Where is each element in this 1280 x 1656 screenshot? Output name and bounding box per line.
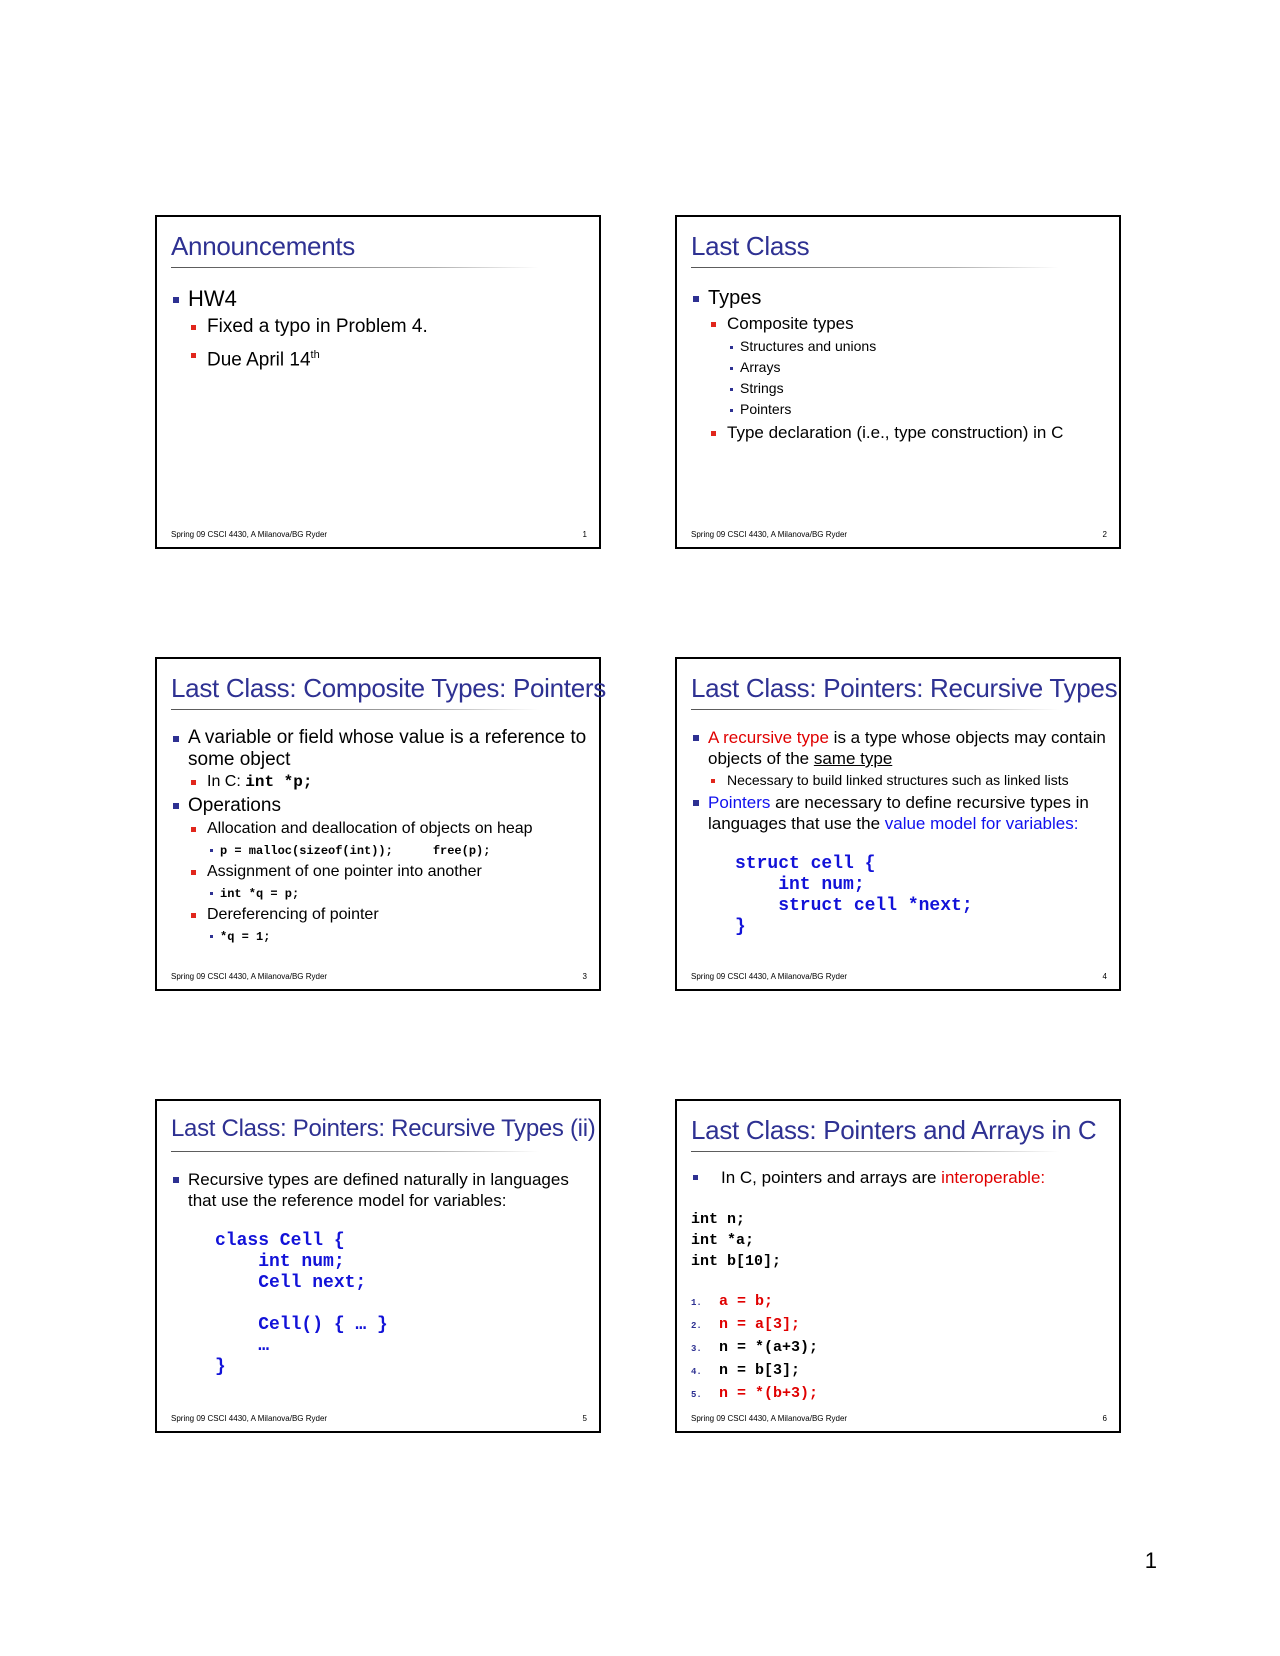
slide-footer: Spring 09 CSCI 4430, A Milanova/BG Ryder 4 (691, 972, 1107, 981)
code-line: struct cell { (735, 854, 876, 874)
slide-title: Last Class: Pointers: Recursive Types (ii) (171, 1115, 596, 1142)
slide-2 (675, 215, 1121, 549)
code-line: int num; (215, 1252, 345, 1272)
slide-number: 1 (582, 530, 587, 539)
square-bullet-icon (210, 849, 213, 852)
slide-title: Last Class: Pointers: Recursive Types (691, 673, 1118, 703)
slide-number: 4 (1102, 972, 1107, 981)
bullet-item: In C: int *p; (189, 771, 587, 793)
square-bullet-icon (173, 736, 179, 742)
code-item: *q = 1; (209, 926, 587, 947)
slide-footer: Spring 09 CSCI 4430, A Milanova/BG Ryder 5 (171, 1414, 587, 1423)
square-bullet-icon (173, 297, 179, 303)
bullet-item: Dereferencing of pointer (189, 904, 587, 926)
slide-number: 6 (1102, 1414, 1107, 1423)
slide-4 (675, 657, 1121, 991)
bullet-item: Pointers (729, 399, 1107, 420)
bullet-item: A recursive type is a type whose objects may contain objects of the same type (691, 727, 1107, 769)
square-bullet-icon (730, 409, 733, 412)
title-rule (691, 709, 1059, 710)
square-bullet-icon (173, 1177, 179, 1183)
code-line: class Cell { (215, 1231, 345, 1251)
code-line: int n; (691, 1211, 746, 1228)
code-line: int num; (735, 875, 865, 895)
square-bullet-icon (210, 935, 213, 938)
slide-3 (155, 657, 606, 991)
bullet-item: Fixed a typo in Problem 4. (189, 313, 587, 341)
code-statement: 4. n = b[3]; (691, 1362, 801, 1379)
code-statement: 3. n = *(a+3); (691, 1339, 819, 1356)
code-line: … (215, 1336, 270, 1356)
slide-footer: Spring 09 CSCI 4430, A Milanova/BG Ryder 2 (691, 530, 1107, 539)
square-bullet-icon (711, 779, 715, 783)
square-bullet-icon (693, 296, 699, 302)
page-number: 1 (1144, 1548, 1157, 1573)
bullet-item: Structures and unions (729, 336, 1107, 357)
bullet-item: Assignment of one pointer into another (189, 861, 587, 883)
slide-footer: Spring 09 CSCI 4430, A Milanova/BG Ryder 6 (691, 1414, 1107, 1423)
square-bullet-icon (693, 735, 699, 741)
square-bullet-icon (693, 800, 699, 806)
bullet-item: Composite types (709, 312, 1107, 336)
square-bullet-icon (191, 827, 196, 832)
bullet-item: In C, pointers and arrays are interoperable: (691, 1167, 1107, 1189)
code-statement: 5. n = *(b+3); (691, 1385, 819, 1402)
title-rule (171, 709, 539, 710)
square-bullet-icon (730, 388, 733, 391)
code-line (215, 1294, 587, 1315)
bullet-item: Due April 14th (189, 341, 587, 374)
square-bullet-icon (191, 913, 196, 918)
square-bullet-icon (711, 322, 716, 327)
slide-title: Last Class: Composite Types: Pointers (171, 673, 606, 703)
square-bullet-icon (730, 346, 733, 349)
code-line: Cell next; (215, 1273, 367, 1293)
slide-6 (675, 1099, 1121, 1433)
slide-5 (155, 1099, 601, 1433)
square-bullet-icon (730, 367, 733, 370)
code-line: int *a; (691, 1232, 755, 1249)
code-item: int *q = p; (209, 883, 587, 904)
square-bullet-icon (191, 353, 196, 358)
title-rule (171, 267, 539, 268)
slide-footer: Spring 09 CSCI 4430, A Milanova/BG Ryder 1 (171, 530, 587, 539)
square-bullet-icon (210, 892, 213, 895)
bullet-item: Type declaration (i.e., type construction) in C (709, 420, 1107, 446)
title-rule (691, 1151, 1059, 1152)
slide-number: 5 (582, 1414, 587, 1423)
square-bullet-icon (711, 431, 716, 436)
square-bullet-icon (173, 803, 179, 809)
code-line: int b[10]; (691, 1253, 782, 1270)
square-bullet-icon (191, 780, 196, 785)
bullet-item: Types (691, 285, 1107, 312)
bullet-item: Operations (171, 793, 587, 818)
slide-1 (155, 215, 601, 549)
bullet-item: HW4 (171, 285, 587, 313)
slide-footer: Spring 09 CSCI 4430, A Milanova/BG Ryder 3 (171, 972, 587, 981)
bullet-item: Allocation and deallocation of objects on heap (189, 818, 587, 840)
code-statement: 2. n = a[3]; (691, 1316, 801, 1333)
title-rule (171, 1151, 539, 1152)
code-statement: 1. a = b; (691, 1293, 774, 1310)
square-bullet-icon (191, 870, 196, 875)
code-line: } (735, 917, 746, 937)
title-rule (691, 267, 1059, 268)
bullet-item: Pointers are necessary to define recursive types in languages that use the value model for variables: (691, 792, 1107, 834)
code-line: struct cell *next; (735, 896, 973, 916)
code-line: Cell() { … } (215, 1315, 388, 1335)
square-bullet-icon (693, 1175, 698, 1180)
slide-title: Announcements (171, 231, 356, 261)
slide-title: Last Class (691, 231, 810, 261)
bullet-item: Necessary to build linked structures such as linked lists (709, 769, 1107, 792)
code-item: p = malloc(sizeof(int)); free(p); (209, 840, 587, 861)
bullet-item: Arrays (729, 357, 1107, 378)
square-bullet-icon (191, 325, 196, 330)
bullet-item: Recursive types are defined naturally in languages that use the reference model for variables: (171, 1169, 587, 1211)
code-line: } (215, 1357, 226, 1377)
slide-title: Last Class: Pointers and Arrays in C (691, 1115, 1097, 1145)
slide-number: 2 (1102, 530, 1107, 539)
bullet-item: A variable or field whose value is a reference to some object (171, 727, 587, 771)
bullet-item: Strings (729, 378, 1107, 399)
slide-number: 3 (582, 972, 587, 981)
